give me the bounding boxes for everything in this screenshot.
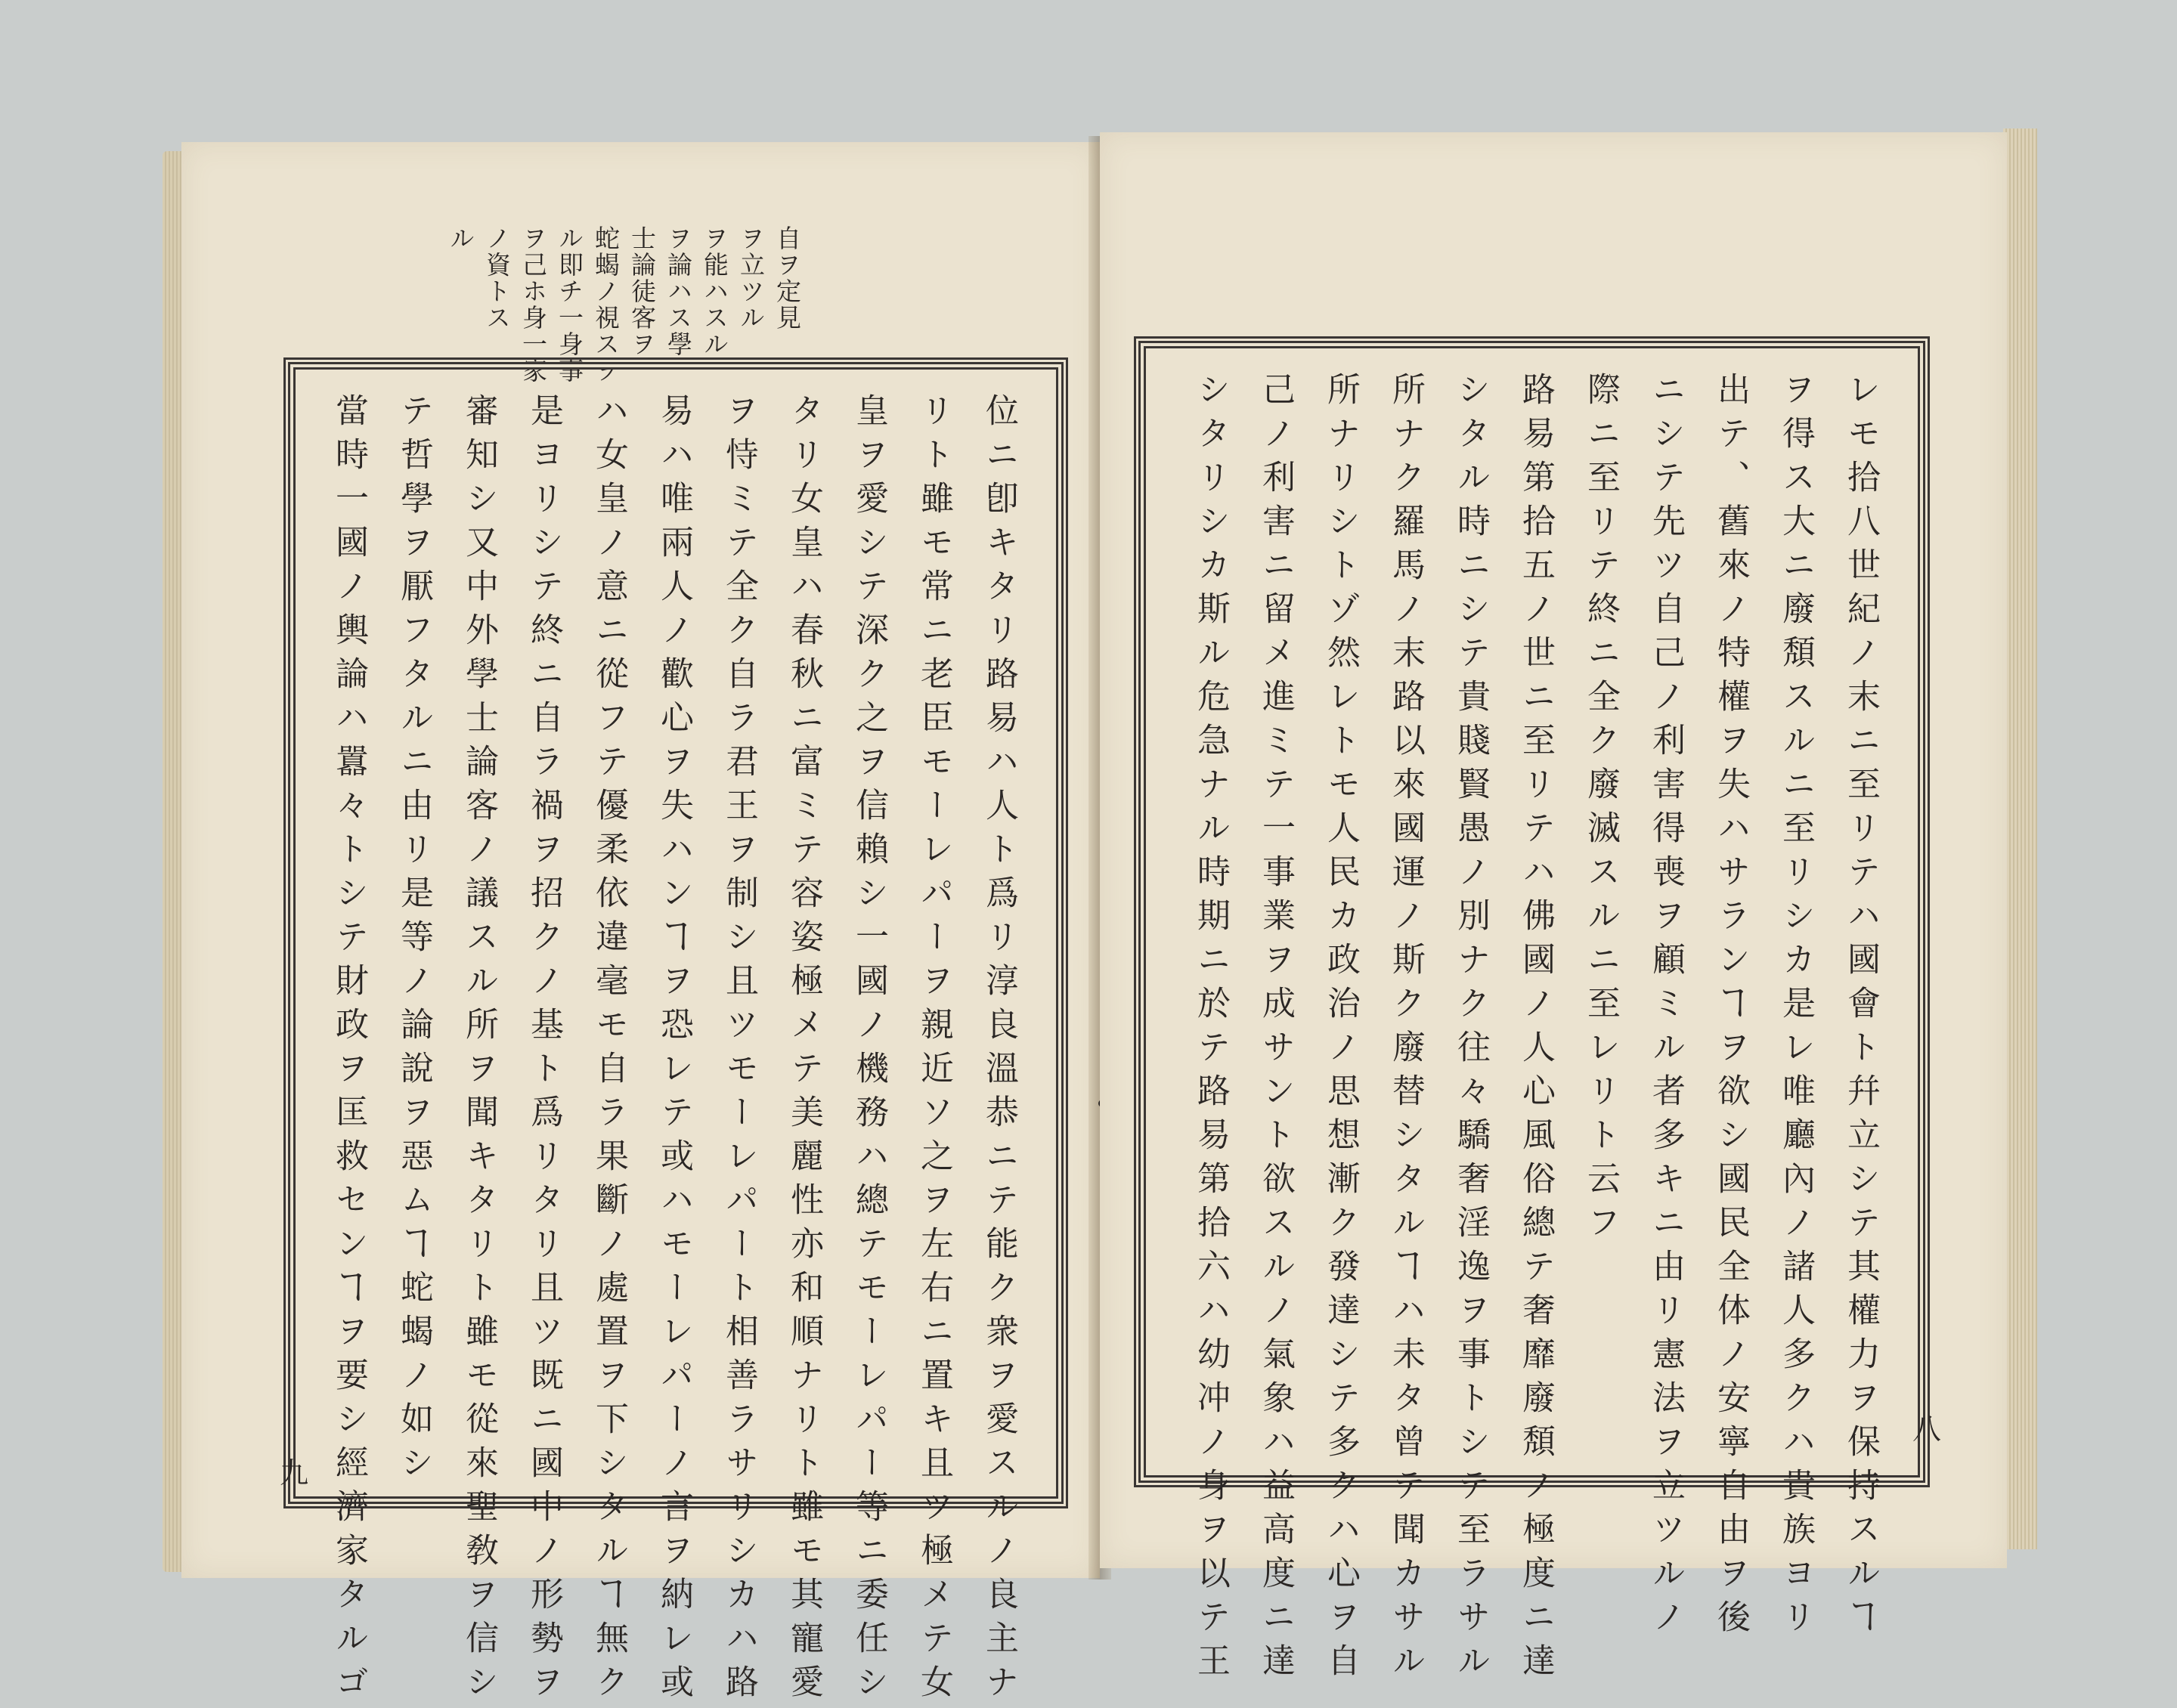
- text-column: レモ拾八世紀ノ末ニ至リテハ國會ト幷立シテ其權力ヲ保持スルヿ: [1841, 372, 1880, 1643]
- text-column: ハ女皇ノ意ニ從フテ優柔依違毫モ自ラ果斷ノ處置ヲ下シタルヿ無ク: [590, 393, 628, 1708]
- text-column: 審知シ又中外學士論客ノ議スル所ヲ聞キタリト雖モ從來聖敎ヲ信シ: [460, 393, 498, 1708]
- right-text-frame: [1134, 336, 1930, 1687]
- text-column: 當時一國ノ輿論ハ囂々トシテ財政ヲ匡救センヿヲ要シ經濟家タルゴ: [330, 393, 368, 1708]
- text-column: シタル時ニシテ貴賤賢愚ノ別ナク往々驕奢淫逸ヲ事トシテ至ラサル: [1451, 372, 1490, 1687]
- text-column: 位ニ卽キタリ路易ハ人ト爲リ淳良溫恭ニテ能ク衆ヲ愛スルノ良主ナ: [980, 393, 1018, 1708]
- margin-note-text: 自ヲ定見 ヲ立ツル ヲ能ハスル ヲ論ハス學 士論徒客ヲ 蛇蝎ノ視スヲ ル即チ一身事 ヲ己ホ身一家 ノ資トス ル: [446, 225, 802, 384]
- right-page: [1100, 132, 2007, 1687]
- left-page: [181, 142, 1100, 1708]
- page-number-right: 八: [1912, 1413, 1942, 1446]
- left-body-text: [316, 393, 1031, 1708]
- text-column: 出テ、舊來ノ特權ヲ失ハサランヿヲ欲シ國民全体ノ安寧自由ヲ後: [1711, 372, 1750, 1643]
- text-column: テ哲學ヲ厭フタルニ由リ是等ノ論說ヲ惡ムヿ蛇蝎ノ如シ: [395, 393, 433, 1489]
- text-column: 易ハ唯兩人ノ歡心ヲ失ハンヿヲ恐レテ或ハモーレパーノ言ヲ納レ或: [655, 393, 693, 1708]
- text-column: ヲ得ス大ニ廢頽スルニ至リシカ是レ唯廳內ノ諸人多クハ貴族ヨリ: [1776, 372, 1815, 1643]
- text-column: リト雖モ常ニ老臣モーレパーヲ親近ソ之ヲ左右ニ置キ且ツ極メテ女: [915, 393, 953, 1708]
- page-edges-right: [2003, 128, 2037, 1549]
- text-column: 是ヨリシテ終ニ自ラ禍ヲ招クノ基ト爲リタリ且ツ既ニ國中ノ形勢ヲ: [525, 393, 563, 1708]
- text-column: タリ女皇ハ春秋ニ富ミテ容姿極メテ美麗性亦和順ナリト雖モ其寵愛: [785, 393, 823, 1708]
- right-body-text: [1178, 372, 1893, 1687]
- text-column: 路易第拾五ノ世ニ至リテハ佛國ノ人心風俗總テ奢靡廢頽ノ極度ニ達: [1516, 372, 1555, 1687]
- text-column: シタリシカ斯ル危急ナル時期ニ於テ路易第拾六ハ幼冲ノ身ヲ以テ王: [1191, 372, 1230, 1687]
- open-book: [163, 128, 2037, 1708]
- text-column: 皇ヲ愛シテ深ク之ヲ信賴シ一國ノ機務ハ總テモーレパー等ニ委任シ: [850, 393, 888, 1708]
- left-text-frame: [283, 357, 1068, 1708]
- text-column: 己ノ利害ニ留メ進ミテ一事業ヲ成サント欲スルノ氣象ハ益高度ニ達: [1256, 372, 1295, 1687]
- margin-note: [442, 225, 805, 384]
- text-column: 所ナリシトゾ然レトモ人民カ政治ノ思想漸ク發達シテ多クハ心ヲ自: [1321, 372, 1360, 1687]
- page-number-left: 九: [280, 1456, 309, 1490]
- text-column: 際ニ至リテ終ニ全ク廢滅スルニ至レリト云フ: [1581, 372, 1620, 1249]
- text-column: ヲ恃ミテ全ク自ラ君王ヲ制シ且ツモーレパート相善ラサリシカハ路: [720, 393, 758, 1708]
- text-column: ニシテ先ツ自己ノ利害得喪ヲ顧ミル者多キニ由リ憲法ヲ立ツルノ: [1646, 372, 1685, 1643]
- text-column: 所ナク羅馬ノ末路以來國運ノ斯ク廢替シタルヿハ未タ曾テ聞カサル: [1386, 372, 1425, 1687]
